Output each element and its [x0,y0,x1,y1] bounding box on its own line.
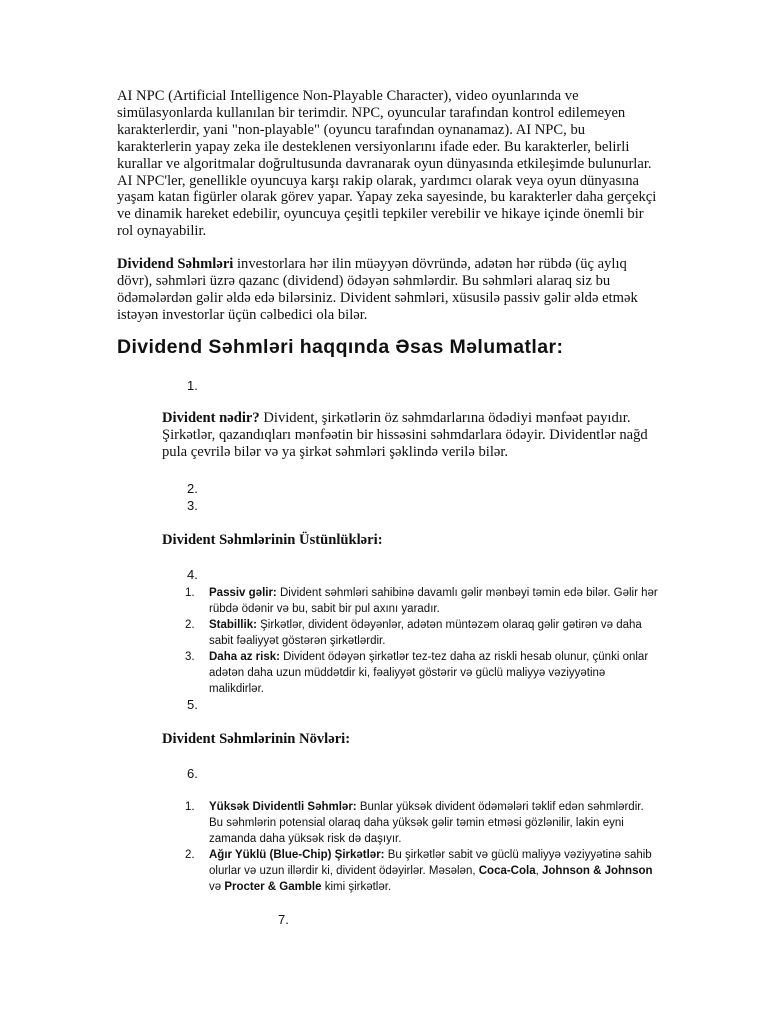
item-and: və [209,881,225,893]
item-bold: Stabillik: [209,619,257,631]
item-body: Bunlar yüksək divident ödəmələri təklif edən səhmlərdir. Bu səhmlərin potensial olaraq daha yüksək gəlir təmin etməsi gözlənilir, lakin eyni zamanda daha yüksək risk də daşıyır. [209,801,644,845]
what-is-bold: Divident nədir? [162,410,260,426]
item-bold: Passiv gəlir: [209,587,277,599]
item-number: 3. [185,651,195,663]
item-number: 2. [185,619,195,631]
item-text [209,617,659,649]
type-item-high-dividend [185,799,655,849]
advantages-heading: Divident Səhmlərinin Üstünlükləri: [162,532,383,548]
list-number: 1. [187,378,198,393]
what-is-paragraph [162,410,662,461]
type-item-blue-chip [185,847,655,897]
item-text [209,847,659,895]
item-bold: Yüksək Dividentli Səhmlər: [209,801,357,813]
item-number: 1. [185,801,195,813]
list-number: 5. [187,697,198,712]
types-heading: Divident Səhmlərinin Növləri: [162,731,351,747]
list-number: 3. [187,498,198,513]
item-body: Divident ödəyən şirkətlər tez-tez daha az riskli hesab olunur, çünki onlar adətən daha uzun müddətdir ki, fəaliyyət göstərir və güclü maliyyə vəziyyətinə malikdirlər. [209,651,649,695]
item-separator: , [535,865,542,877]
example-coca-cola: Coca-Cola [478,865,536,877]
main-heading: Dividend Səhmləri haqqında Əsas Məlumatlar: [117,336,564,358]
advantage-item-less-risk [185,649,655,699]
item-number: 1. [185,587,195,599]
item-bold: Daha az risk: [209,651,280,663]
item-end: kimi şirkətlər. [321,881,392,893]
advantage-item-stability [185,617,655,651]
item-number: 2. [185,849,195,861]
dividend-intro-text: investorlara hər ilin müəyyən dövründə, adətən hər rübdə (üç aylıq dövr), səhmləri üzrə qazanc (dividend) ödəyən səhmlərdir. Bu səhmləri alaraq siz bu ödəmələrdən gəlir əldə edə bilərsiniz. Divident səhmləri, xüsusilə passiv gəlir əldə etmək istəyən investorlar üçün cəlbedici ola bilər. [117,256,638,323]
dividend-intro-paragraph [117,256,657,324]
dividend-intro-bold: Dividend Səhmləri [117,256,234,272]
item-body: Bu şirkətlər sabit və güclü maliyyə vəziyyətinə sahib olurlar və uzun illərdir ki, divident ödəyirlər. Məsələn, [209,849,652,877]
list-number: 4. [187,567,198,582]
item-bold: Ağır Yüklü (Blue-Chip) Şirkətlər: [209,849,385,861]
advantage-item-passive-income [185,585,658,619]
list-number: 7. [278,912,289,927]
example-procter: Procter & Gamble [224,881,322,893]
list-number: 6. [187,766,198,781]
item-text [209,585,659,617]
item-body: Şirkətlər, divident ödəyənlər, adətən müntəzəm olaraq gəlir gətirən və daha sabit fəaliyyət göstərən şirkətlərdir. [209,619,642,647]
item-text [209,649,659,697]
example-johnson: Johnson & Johnson [542,865,653,877]
item-text [209,799,659,847]
list-number: 2. [187,481,198,496]
intro-paragraph: AI NPC (Artificial Intelligence Non-Playable Character), video oyunlarında ve simülasyonlarda kullanılan bir terimdir. NPC, oyuncular tarafından kontrol edilemeyen karakterlerdir, yani "non-playable" (oyuncu tarafından oynanamaz). AI NPC, bu karakterlerin yapay zeka ile desteklenen versiyonlarını ifade eder. Bu karakterler, belirli kurallar ve algoritmalar doğrultusunda davranarak oyun dünyasında etkileşimde bulunurlar. AI NPC'ler, genellikle oyuncuya karşı rakip olarak, yardımcı olarak veya oyun dünyasına yaşam katan figürler olarak görev yapar. Yapay zeka sayesinde, bu karakterler daha gerçekçi ve dinamik hareket edebilir, oyuncuya çeşitli tepkiler verebilir ve hikaye içinde önemli bir rol oynayabilir. [117,88,657,240]
what-is-text: Divident, şirkətlərin öz səhmdarlarına ödədiyi mənfəət payıdır. Şirkətlər, qazandıqları mənfəətin bir hissəsini səhmdarlara ödəyir. Dividentlər nağd pula çevrilə bilər və ya şirkət səhmləri şəklində verilə bilər. [162,410,648,460]
item-body: Divident səhmləri sahibinə davamlı gəlir mənbəyi təmin edə bilər. Gəlir hər rübdə ödənir və bu, sabit bir pul axını yaradır. [209,587,658,615]
